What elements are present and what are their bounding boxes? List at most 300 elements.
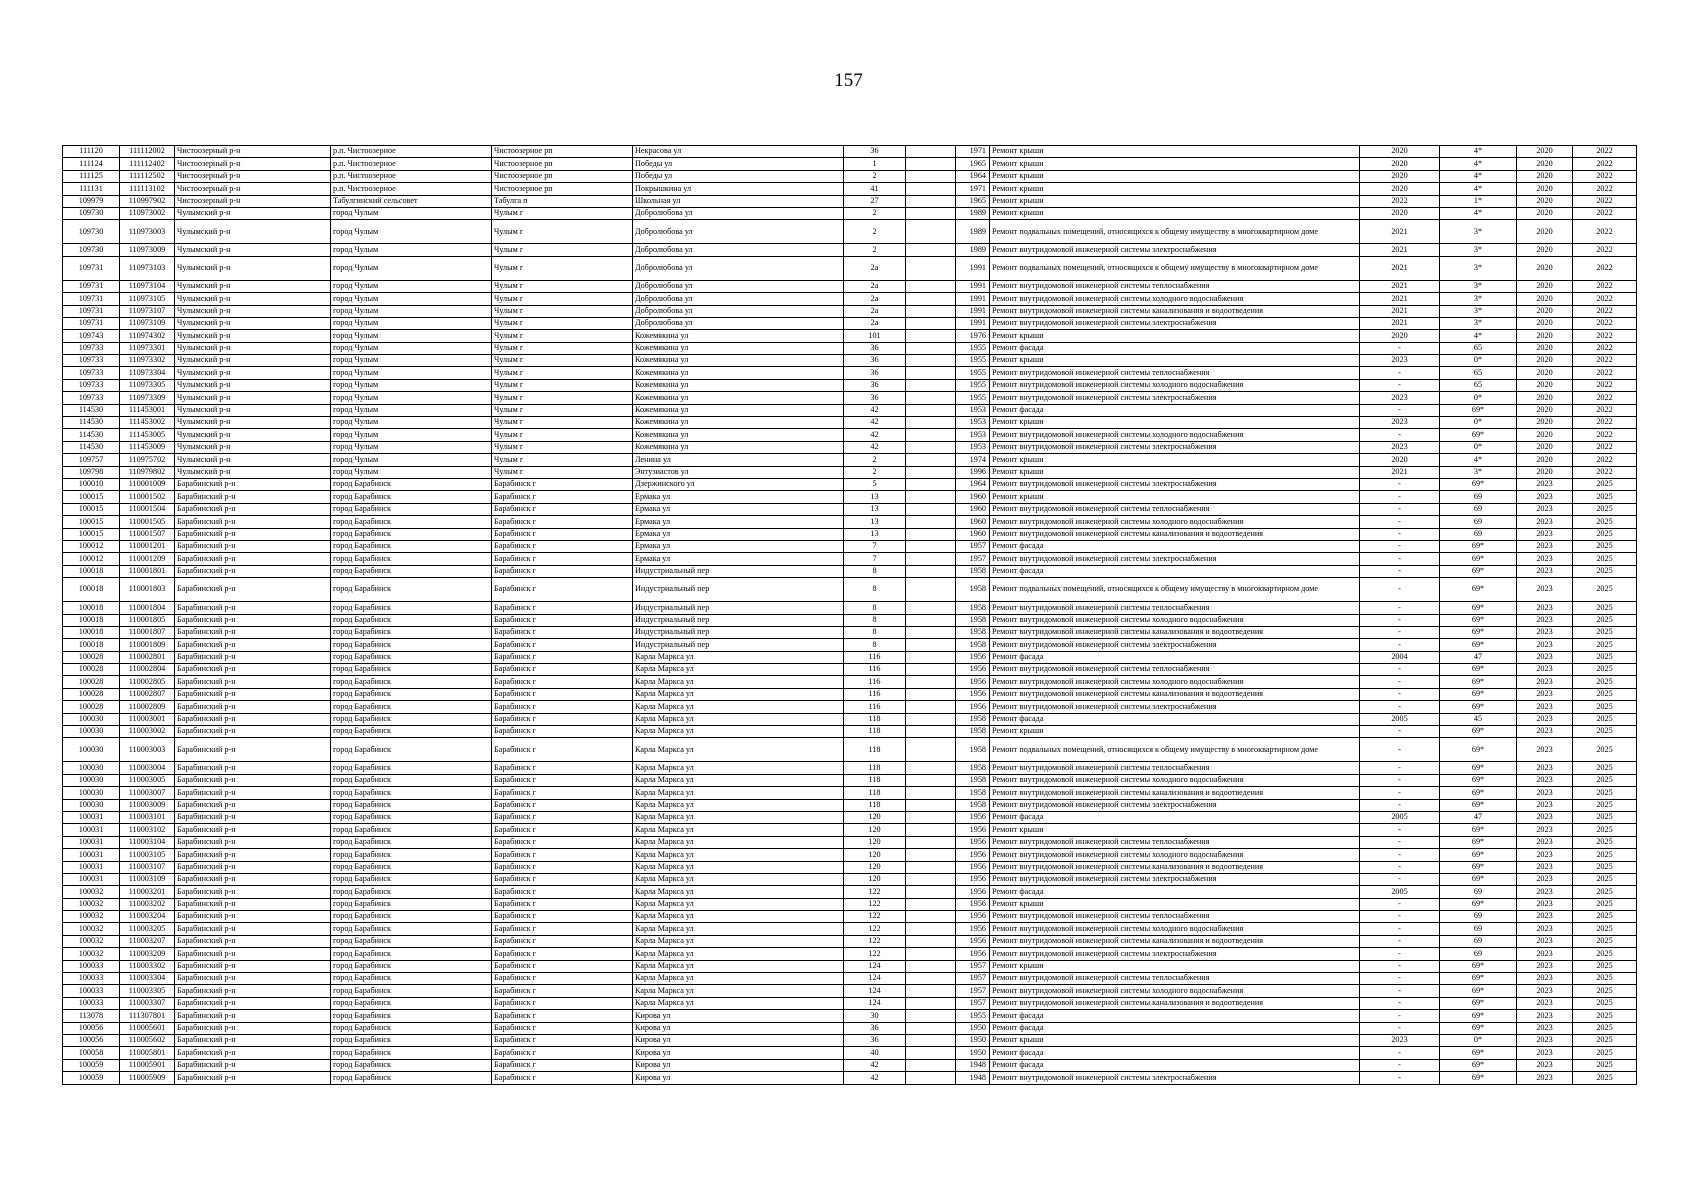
work-type-cell: Ремонт внутридомовой инженерной системы электроснабжения — [990, 701, 1360, 713]
work-type-cell: Ремонт внутридомовой инженерной системы электроснабжения — [990, 873, 1360, 885]
house-id-cell: 109733 — [63, 355, 120, 367]
house-id-cell: 100028 — [63, 676, 120, 688]
plan-start-cell: 2023 — [1517, 664, 1573, 676]
wear-cell: 69* — [1440, 639, 1517, 651]
table-row — [63, 1059, 1637, 1071]
district-cell: Барабинский р-н — [175, 503, 331, 515]
plan-start-cell: 2023 — [1517, 911, 1573, 923]
table-row — [63, 220, 1637, 244]
house-id-cell: 114530 — [63, 417, 120, 429]
work-type-cell: Ремонт фасада — [990, 811, 1360, 823]
street-cell: Ермака ул — [633, 491, 844, 503]
build-year-cell: 1989 — [956, 207, 990, 219]
build-year-cell: 1953 — [956, 441, 990, 453]
table-row — [63, 873, 1637, 885]
plan-start-cell: 2023 — [1517, 1035, 1573, 1047]
plan-end-cell: 2025 — [1573, 960, 1637, 972]
plan-end-cell: 2025 — [1573, 898, 1637, 910]
table-row — [63, 836, 1637, 848]
house-number-cell: 124 — [844, 960, 906, 972]
house-number-cell: 8 — [844, 578, 906, 602]
house-id-cell: 109733 — [63, 342, 120, 354]
house-id-cell: 100030 — [63, 799, 120, 811]
street-cell: Карла Маркса ул — [633, 973, 844, 985]
house-number-cell: 118 — [844, 726, 906, 738]
work-id-cell: 111113102 — [120, 183, 175, 195]
wear-cell: 4* — [1440, 330, 1517, 342]
work-type-cell: Ремонт фасада — [990, 651, 1360, 663]
plan-start-cell: 2020 — [1517, 466, 1573, 478]
plan-start-cell: 2023 — [1517, 503, 1573, 515]
build-year-cell: 1958 — [956, 626, 990, 638]
table-row — [63, 1047, 1637, 1059]
plan-start-cell: 2020 — [1517, 244, 1573, 256]
wear-cell: 69* — [1440, 688, 1517, 700]
street-cell: Карла Маркса ул — [633, 799, 844, 811]
wear-cell: 69* — [1440, 1059, 1517, 1071]
locality-cell: Чулым г — [492, 342, 633, 354]
house-number-cell: 8 — [844, 602, 906, 614]
municipality-cell: город Барабинск — [331, 836, 492, 848]
street-cell: Карла Маркса ул — [633, 985, 844, 997]
wear-cell: 4* — [1440, 158, 1517, 170]
locality-cell: Барабинск г — [492, 762, 633, 774]
locality-cell: Барабинск г — [492, 565, 633, 577]
work-id-cell: 110003104 — [120, 836, 175, 848]
wear-cell: 69* — [1440, 553, 1517, 565]
locality-cell: Чулым г — [492, 379, 633, 391]
house-number-cell: 120 — [844, 824, 906, 836]
street-cell: Карла Маркса ул — [633, 861, 844, 873]
municipality-cell: город Барабинск — [331, 688, 492, 700]
district-cell: Барабинский р-н — [175, 960, 331, 972]
build-year-cell: 1958 — [956, 799, 990, 811]
work-id-cell: 110973104 — [120, 280, 175, 292]
last-repair-year-cell: 2020 — [1360, 146, 1440, 158]
plan-end-cell: 2025 — [1573, 948, 1637, 960]
building-cell — [906, 651, 956, 663]
work-type-cell: Ремонт крыши — [990, 146, 1360, 158]
build-year-cell: 1991 — [956, 305, 990, 317]
locality-cell: Чистоозерное рп — [492, 146, 633, 158]
district-cell: Чулымский р-н — [175, 441, 331, 453]
table-row — [63, 578, 1637, 602]
district-cell: Барабинский р-н — [175, 701, 331, 713]
last-repair-year-cell: 2005 — [1360, 713, 1440, 725]
work-id-cell: 110973002 — [120, 207, 175, 219]
build-year-cell: 1958 — [956, 726, 990, 738]
build-year-cell: 1956 — [956, 836, 990, 848]
table-row — [63, 762, 1637, 774]
house-number-cell: 118 — [844, 774, 906, 786]
last-repair-year-cell: 2020 — [1360, 158, 1440, 170]
wear-cell: 69* — [1440, 960, 1517, 972]
plan-end-cell: 2025 — [1573, 985, 1637, 997]
work-type-cell: Ремонт внутридомовой инженерной системы теплоснабжения — [990, 911, 1360, 923]
building-cell — [906, 516, 956, 528]
plan-start-cell: 2023 — [1517, 973, 1573, 985]
municipality-cell: р.п. Чистоозерное — [331, 146, 492, 158]
house-number-cell: 124 — [844, 973, 906, 985]
plan-start-cell: 2023 — [1517, 1010, 1573, 1022]
house-id-cell: 111124 — [63, 158, 120, 170]
house-id-cell: 100028 — [63, 664, 120, 676]
table-row — [63, 861, 1637, 873]
plan-start-cell: 2020 — [1517, 317, 1573, 329]
district-cell: Барабинский р-н — [175, 676, 331, 688]
street-cell: Карла Маркса ул — [633, 960, 844, 972]
house-id-cell: 100031 — [63, 873, 120, 885]
work-type-cell: Ремонт фасада — [990, 404, 1360, 416]
house-id-cell: 113078 — [63, 1010, 120, 1022]
plan-end-cell: 2025 — [1573, 664, 1637, 676]
table-row — [63, 516, 1637, 528]
table-row — [63, 664, 1637, 676]
work-id-cell: 110003003 — [120, 738, 175, 762]
table-row — [63, 540, 1637, 552]
house-id-cell: 109757 — [63, 454, 120, 466]
building-cell — [906, 873, 956, 885]
last-repair-year-cell: - — [1360, 516, 1440, 528]
last-repair-year-cell: - — [1360, 824, 1440, 836]
plan-end-cell: 2025 — [1573, 553, 1637, 565]
municipality-cell: город Чулым — [331, 317, 492, 329]
district-cell: Чулымский р-н — [175, 392, 331, 404]
building-cell — [906, 1010, 956, 1022]
district-cell: Барабинский р-н — [175, 774, 331, 786]
build-year-cell: 1964 — [956, 478, 990, 490]
table-row — [63, 886, 1637, 898]
table-row — [63, 404, 1637, 416]
district-cell: Чулымский р-н — [175, 417, 331, 429]
house-number-cell: 120 — [844, 811, 906, 823]
wear-cell: 69* — [1440, 861, 1517, 873]
wear-cell: 69* — [1440, 774, 1517, 786]
wear-cell: 4* — [1440, 146, 1517, 158]
work-type-cell: Ремонт внутридомовой инженерной системы канализования и водоотведения — [990, 861, 1360, 873]
table-row — [63, 170, 1637, 182]
municipality-cell: город Барабинск — [331, 1059, 492, 1071]
house-id-cell: 100031 — [63, 836, 120, 848]
municipality-cell: город Барабинск — [331, 960, 492, 972]
build-year-cell: 1953 — [956, 404, 990, 416]
house-number-cell: 101 — [844, 330, 906, 342]
last-repair-year-cell: - — [1360, 762, 1440, 774]
house-number-cell: 36 — [844, 379, 906, 391]
street-cell: Карла Маркса ул — [633, 873, 844, 885]
work-id-cell: 110001807 — [120, 626, 175, 638]
wear-cell: 0* — [1440, 392, 1517, 404]
last-repair-year-cell: - — [1360, 553, 1440, 565]
last-repair-year-cell: - — [1360, 726, 1440, 738]
street-cell: Индустриальный пер — [633, 639, 844, 651]
plan-start-cell: 2020 — [1517, 417, 1573, 429]
work-id-cell: 110979802 — [120, 466, 175, 478]
wear-cell: 69 — [1440, 911, 1517, 923]
wear-cell: 69* — [1440, 626, 1517, 638]
house-id-cell: 100033 — [63, 985, 120, 997]
plan-start-cell: 2023 — [1517, 713, 1573, 725]
district-cell: Чистоозерный р-н — [175, 170, 331, 182]
street-cell: Кожемякина ул — [633, 417, 844, 429]
plan-start-cell: 2020 — [1517, 367, 1573, 379]
locality-cell: Барабинск г — [492, 774, 633, 786]
build-year-cell: 1950 — [956, 1022, 990, 1034]
district-cell: Барабинский р-н — [175, 516, 331, 528]
wear-cell: 69* — [1440, 614, 1517, 626]
building-cell — [906, 738, 956, 762]
street-cell: Карла Маркса ул — [633, 948, 844, 960]
work-id-cell: 110003204 — [120, 911, 175, 923]
district-cell: Чулымский р-н — [175, 305, 331, 317]
building-cell — [906, 973, 956, 985]
municipality-cell: город Барабинск — [331, 676, 492, 688]
locality-cell: Барабинск г — [492, 528, 633, 540]
table-row — [63, 849, 1637, 861]
table-row — [63, 491, 1637, 503]
work-type-cell: Ремонт фасада — [990, 1047, 1360, 1059]
table-row — [63, 738, 1637, 762]
wear-cell: 3* — [1440, 280, 1517, 292]
locality-cell: Барабинск г — [492, 503, 633, 515]
locality-cell: Чулым г — [492, 293, 633, 305]
house-id-cell: 109730 — [63, 207, 120, 219]
work-type-cell: Ремонт фасада — [990, 1022, 1360, 1034]
locality-cell: Чулым г — [492, 305, 633, 317]
plan-end-cell: 2025 — [1573, 639, 1637, 651]
locality-cell: Барабинск г — [492, 836, 633, 848]
locality-cell: Барабинск г — [492, 491, 633, 503]
last-repair-year-cell: 2020 — [1360, 207, 1440, 219]
plan-start-cell: 2020 — [1517, 379, 1573, 391]
work-id-cell: 111307801 — [120, 1010, 175, 1022]
locality-cell: Чулым г — [492, 392, 633, 404]
locality-cell: Барабинск г — [492, 540, 633, 552]
table-row — [63, 379, 1637, 391]
table-row — [63, 565, 1637, 577]
house-number-cell: 122 — [844, 948, 906, 960]
district-cell: Барабинский р-н — [175, 614, 331, 626]
municipality-cell: город Чулым — [331, 330, 492, 342]
building-cell — [906, 578, 956, 602]
plan-end-cell: 2025 — [1573, 811, 1637, 823]
plan-end-cell: 2022 — [1573, 305, 1637, 317]
house-id-cell: 109730 — [63, 244, 120, 256]
work-type-cell: Ремонт крыши — [990, 1035, 1360, 1047]
work-type-cell: Ремонт внутридомовой инженерной системы электроснабжения — [990, 317, 1360, 329]
municipality-cell: город Барабинск — [331, 540, 492, 552]
plan-end-cell: 2025 — [1573, 614, 1637, 626]
plan-start-cell: 2023 — [1517, 726, 1573, 738]
work-type-cell: Ремонт подвальных помещений, относящихся к общему имуществу в многоквартирном доме — [990, 738, 1360, 762]
street-cell: Дзержинского ул — [633, 478, 844, 490]
table-row — [63, 1010, 1637, 1022]
last-repair-year-cell: - — [1360, 565, 1440, 577]
municipality-cell: город Барабинск — [331, 997, 492, 1009]
wear-cell: 69* — [1440, 1047, 1517, 1059]
work-type-cell: Ремонт внутридомовой инженерной системы электроснабжения — [990, 441, 1360, 453]
table-row — [63, 997, 1637, 1009]
work-id-cell: 110973309 — [120, 392, 175, 404]
plan-start-cell: 2020 — [1517, 355, 1573, 367]
street-cell: Добролюбова ул — [633, 220, 844, 244]
street-cell: Победы ул — [633, 158, 844, 170]
wear-cell: 69* — [1440, 478, 1517, 490]
work-type-cell: Ремонт крыши — [990, 960, 1360, 972]
building-cell — [906, 664, 956, 676]
wear-cell: 69* — [1440, 726, 1517, 738]
last-repair-year-cell: 2023 — [1360, 441, 1440, 453]
locality-cell: Барабинск г — [492, 1022, 633, 1034]
house-id-cell: 100015 — [63, 491, 120, 503]
street-cell: Карла Маркса ул — [633, 738, 844, 762]
house-number-cell: 124 — [844, 997, 906, 1009]
plan-start-cell: 2023 — [1517, 811, 1573, 823]
locality-cell: Чулым г — [492, 317, 633, 329]
house-id-cell: 100030 — [63, 726, 120, 738]
plan-start-cell: 2023 — [1517, 787, 1573, 799]
table-row — [63, 824, 1637, 836]
street-cell: Карла Маркса ул — [633, 811, 844, 823]
street-cell: Карла Маркса ул — [633, 701, 844, 713]
house-number-cell: 5 — [844, 478, 906, 490]
table-row — [63, 626, 1637, 638]
build-year-cell: 1956 — [956, 849, 990, 861]
building-cell — [906, 1022, 956, 1034]
plan-end-cell: 2025 — [1573, 923, 1637, 935]
municipality-cell: город Барабинск — [331, 664, 492, 676]
work-type-cell: Ремонт фасада — [990, 1059, 1360, 1071]
street-cell: Добролюбова ул — [633, 207, 844, 219]
wear-cell: 69* — [1440, 787, 1517, 799]
wear-cell: 3* — [1440, 305, 1517, 317]
work-id-cell: 110001009 — [120, 478, 175, 490]
work-id-cell: 110003305 — [120, 985, 175, 997]
work-type-cell: Ремонт внутридомовой инженерной системы теплоснабжения — [990, 280, 1360, 292]
house-id-cell: 114530 — [63, 441, 120, 453]
table-row — [63, 1072, 1637, 1084]
district-cell: Барабинский р-н — [175, 528, 331, 540]
house-id-cell: 100030 — [63, 713, 120, 725]
locality-cell: Барабинск г — [492, 639, 633, 651]
wear-cell: 69* — [1440, 664, 1517, 676]
plan-end-cell: 2025 — [1573, 491, 1637, 503]
district-cell: Барабинский р-н — [175, 886, 331, 898]
house-id-cell: 100015 — [63, 503, 120, 515]
street-cell: Карла Маркса ул — [633, 774, 844, 786]
house-id-cell: 111125 — [63, 170, 120, 182]
build-year-cell: 1956 — [956, 664, 990, 676]
work-type-cell: Ремонт внутридомовой инженерной системы теплоснабжения — [990, 503, 1360, 515]
wear-cell: 69* — [1440, 1010, 1517, 1022]
work-id-cell: 110002805 — [120, 676, 175, 688]
building-cell — [906, 220, 956, 244]
building-cell — [906, 158, 956, 170]
building-cell — [906, 478, 956, 490]
table-row — [63, 701, 1637, 713]
street-cell: Кирова ул — [633, 1010, 844, 1022]
build-year-cell: 1965 — [956, 158, 990, 170]
locality-cell: Барабинск г — [492, 726, 633, 738]
table-row — [63, 183, 1637, 195]
work-id-cell: 110003307 — [120, 997, 175, 1009]
municipality-cell: город Барабинск — [331, 985, 492, 997]
municipality-cell: город Барабинск — [331, 1010, 492, 1022]
wear-cell: 4* — [1440, 207, 1517, 219]
plan-end-cell: 2022 — [1573, 170, 1637, 182]
last-repair-year-cell: - — [1360, 1059, 1440, 1071]
last-repair-year-cell: - — [1360, 787, 1440, 799]
district-cell: Барабинский р-н — [175, 726, 331, 738]
locality-cell: Чистоозерное рп — [492, 158, 633, 170]
plan-start-cell: 2023 — [1517, 1047, 1573, 1059]
build-year-cell: 1957 — [956, 997, 990, 1009]
work-id-cell: 110973003 — [120, 220, 175, 244]
municipality-cell: город Чулым — [331, 342, 492, 354]
build-year-cell: 1950 — [956, 1035, 990, 1047]
work-id-cell: 110003101 — [120, 811, 175, 823]
work-id-cell: 110003207 — [120, 935, 175, 947]
wear-cell: 69* — [1440, 701, 1517, 713]
last-repair-year-cell: - — [1360, 491, 1440, 503]
table-row — [63, 553, 1637, 565]
table-row — [63, 454, 1637, 466]
district-cell: Чистоозерный р-н — [175, 195, 331, 207]
plan-end-cell: 2025 — [1573, 1035, 1637, 1047]
work-id-cell: 111453009 — [120, 441, 175, 453]
last-repair-year-cell: 2020 — [1360, 183, 1440, 195]
municipality-cell: город Барабинск — [331, 478, 492, 490]
wear-cell: 69* — [1440, 973, 1517, 985]
street-cell: Индустриальный пер — [633, 614, 844, 626]
work-type-cell: Ремонт внутридомовой инженерной системы электроснабжения — [990, 553, 1360, 565]
table-row — [63, 429, 1637, 441]
table-row — [63, 614, 1637, 626]
municipality-cell: город Барабинск — [331, 528, 492, 540]
plan-end-cell: 2022 — [1573, 195, 1637, 207]
plan-end-cell: 2025 — [1573, 578, 1637, 602]
district-cell: Барабинский р-н — [175, 824, 331, 836]
street-cell: Ленина ул — [633, 454, 844, 466]
district-cell: Барабинский р-н — [175, 762, 331, 774]
locality-cell: Барабинск г — [492, 799, 633, 811]
house-id-cell: 109731 — [63, 256, 120, 280]
plan-start-cell: 2023 — [1517, 1072, 1573, 1084]
plan-end-cell: 2025 — [1573, 824, 1637, 836]
house-number-cell: 36 — [844, 342, 906, 354]
locality-cell: Чулым г — [492, 367, 633, 379]
last-repair-year-cell: - — [1360, 799, 1440, 811]
plan-start-cell: 2023 — [1517, 516, 1573, 528]
work-type-cell: Ремонт внутридомовой инженерной системы теплоснабжения — [990, 367, 1360, 379]
build-year-cell: 1956 — [956, 676, 990, 688]
last-repair-year-cell: - — [1360, 578, 1440, 602]
municipality-cell: город Барабинск — [331, 935, 492, 947]
house-number-cell: 120 — [844, 836, 906, 848]
district-cell: Барабинский р-н — [175, 799, 331, 811]
wear-cell: 69* — [1440, 985, 1517, 997]
work-type-cell: Ремонт крыши — [990, 898, 1360, 910]
municipality-cell: город Барабинск — [331, 553, 492, 565]
locality-cell: Барабинск г — [492, 688, 633, 700]
work-type-cell: Ремонт внутридомовой инженерной системы теплоснабжения — [990, 602, 1360, 614]
work-id-cell: 110001801 — [120, 565, 175, 577]
work-type-cell: Ремонт внутридомовой инженерной системы холодного водоснабжения — [990, 923, 1360, 935]
work-type-cell: Ремонт внутридомовой инженерной системы электроснабжения — [990, 478, 1360, 490]
house-id-cell: 100058 — [63, 1047, 120, 1059]
last-repair-year-cell: - — [1360, 911, 1440, 923]
plan-start-cell: 2023 — [1517, 602, 1573, 614]
